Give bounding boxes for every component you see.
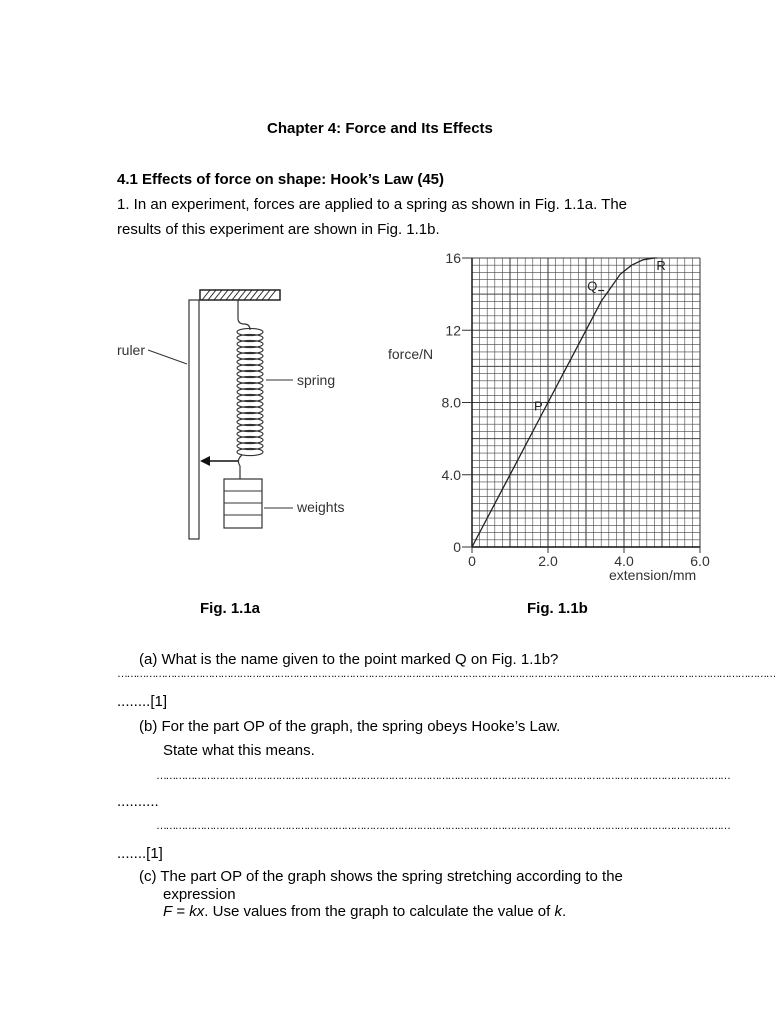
force-extension-chart	[380, 248, 720, 593]
top-hook	[238, 300, 250, 330]
y-tick-label: 0	[453, 539, 461, 555]
spring-apparatus-figure	[110, 280, 370, 550]
answer-line-a[interactable]: …………………………………………………………………………………………………………………………………………………………………………………………	[117, 668, 775, 680]
y-tick-label: 12	[445, 322, 461, 339]
answer-line-b1[interactable]: …………………………………………………………………………………………………………………………………………………………………	[156, 770, 730, 782]
ceiling-support	[200, 290, 280, 300]
fig-b-caption: Fig. 1.1b	[527, 600, 588, 617]
bottom-hook	[238, 455, 242, 480]
question-a: (a) What is the name given to the point marked Q on Fig. 1.1b?	[139, 651, 559, 668]
answer-line-b2[interactable]: …………………………………………………………………………………………………………………………………………………………………	[156, 820, 730, 832]
question-b-marks: .......[1]	[117, 845, 163, 862]
y-tick-labels	[442, 250, 472, 555]
y-tick-label: 16	[445, 250, 461, 266]
x-tick-label: 0	[468, 553, 476, 569]
y-tick-label: 8.0	[441, 394, 461, 411]
question-a-marks: ........[1]	[117, 693, 168, 710]
intro-line-2: results of this experiment are shown in Fig. 1.1b.	[117, 221, 440, 238]
ruler	[189, 300, 199, 539]
ruler-leader	[148, 350, 187, 364]
x-axis-label: extension/mm	[609, 567, 697, 583]
answer-line-b1-cont: ..........	[117, 793, 159, 810]
point-label-r: R	[656, 258, 666, 273]
fig-a-caption: Fig. 1.1a	[200, 600, 261, 617]
question-c-line-2: expression	[163, 886, 236, 903]
point-label-q: Q	[587, 278, 598, 294]
pointer-arrow	[200, 456, 238, 466]
weights-stack	[224, 479, 262, 528]
intro-line-1: 1. In an experiment, forces are applied to a spring as shown in Fig. 1.1a. The	[117, 196, 628, 213]
y-axis-label: force/N	[388, 346, 434, 362]
x-tick-label: 4.0	[614, 553, 634, 569]
spring-label: spring	[297, 372, 336, 388]
question-c-line-1: (c) The part OP of the graph shows the spring stretching according to the	[139, 868, 623, 885]
x-tick-labels	[468, 547, 710, 569]
x-tick-label: 6.0	[690, 553, 710, 569]
question-b: (b) For the part OP of the graph, the spring obeys Hooke’s Law.	[139, 718, 561, 735]
spring	[237, 328, 263, 455]
chapter-title: Chapter 4: Force and Its Effects	[267, 120, 493, 137]
ruler-label: ruler	[117, 342, 146, 358]
weights-label: weights	[297, 499, 345, 515]
y-tick-label: 4.0	[441, 466, 461, 483]
question-c-line-3: F = kx. Use values from the graph to calculate the value of k.	[163, 903, 567, 920]
section-heading: 4.1 Effects of force on shape: Hook’s Law (45)	[117, 171, 445, 188]
question-b-sub: State what this means.	[163, 742, 315, 759]
point-label-p: P	[534, 398, 543, 414]
x-tick-label: 2.0	[538, 553, 558, 569]
